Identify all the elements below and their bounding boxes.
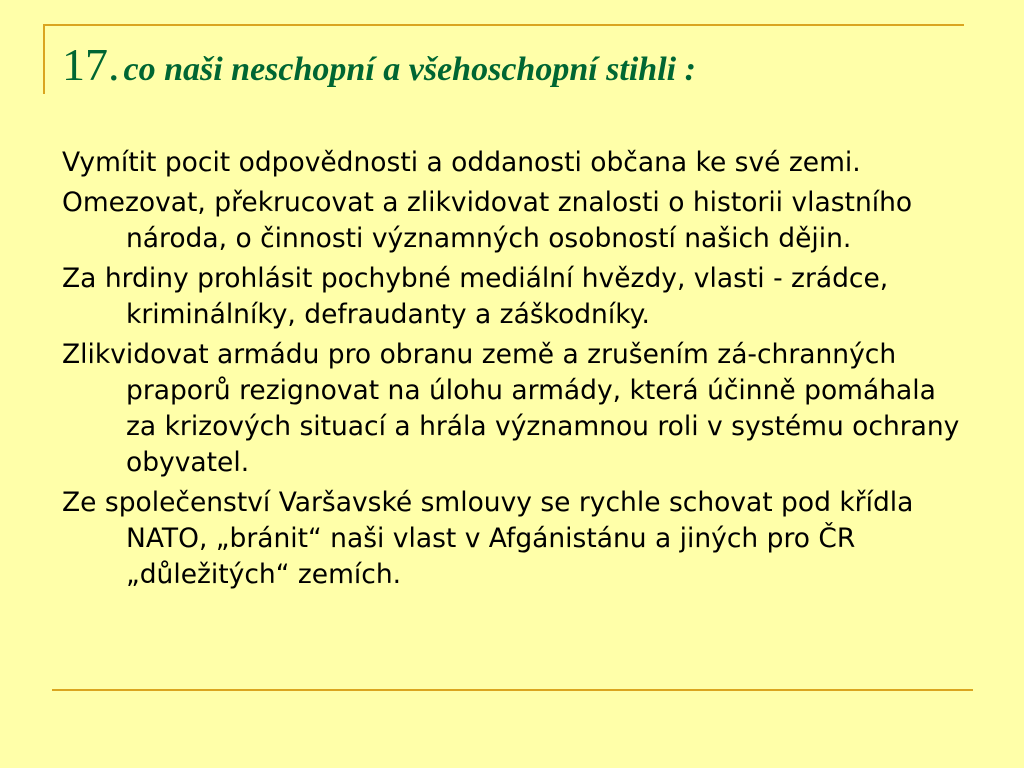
left-accent-line xyxy=(43,24,45,94)
slide-title xyxy=(62,39,962,90)
title-text: co naši neschopní a všehoschopní stihli : xyxy=(123,51,696,88)
paragraph-5: Ze společenství Varšavské smlouvy se rychle schovat pod křídla NATO, „bránit“ naši vlast v Afgánistánu a jiných pro ČR „důležitých“ zemích. xyxy=(62,487,914,590)
paragraph-4: Zlikvidovat armádu pro obranu země a zrušením zá-chranných praporů rezignovat na úlohu armády, která účinně pomáhala za krizových situací a hrála významnou roli v systému ochrany obyvatel. xyxy=(62,339,960,478)
paragraph-3: Za hrdiny prohlásit pochybné mediální hvězdy, vlasti - zrádce, kriminálníky, defraudanty a záškodníky. xyxy=(62,263,889,330)
slide-body xyxy=(62,145,962,597)
paragraph-2: Omezovat, překrucovat a zlikvidovat znalosti o historii vlastního národa, o činnosti významných osobností našich dějin. xyxy=(62,187,913,254)
title-number: 17. xyxy=(62,39,120,90)
top-accent-line xyxy=(43,24,964,26)
paragraph-1: Vymítit pocit odpovědnosti a oddanosti občana ke své zemi. xyxy=(62,147,861,178)
bottom-accent-line xyxy=(52,689,973,691)
